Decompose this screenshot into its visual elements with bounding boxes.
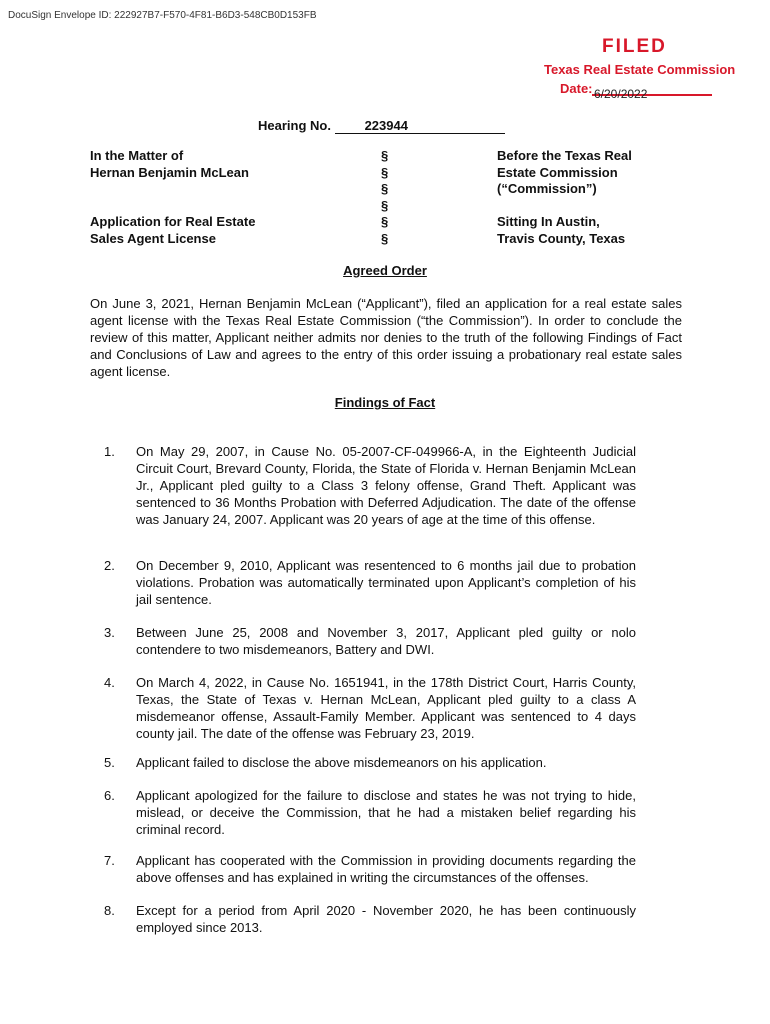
section-mark: §	[381, 214, 389, 229]
finding-text: On May 29, 2007, in Cause No. 05-2007-CF-049966-A, in the Eighteenth Judicial Circuit Court, Brevard County, Florida, the State of Florida v. Hernan Benjamin McLean Jr., Applicant pled guilty to a Class 3 felony offense, Grand Theft. Applicant was sentenced to 36 Months Probation with Deferred Adjudication. The date of the offense was January 24, 2007. Applicant was 20 years of age at the time of this offense.	[136, 444, 636, 527]
section-mark: §	[381, 164, 389, 180]
finding-item	[104, 852, 636, 886]
caption-left	[90, 148, 255, 247]
caption-right-line	[497, 198, 632, 215]
finding-text: On December 9, 2010, Applicant was resentenced to 6 months jail due to probation violations. Probation was automatically terminated upon Applicant’s completion of his jail sentence.	[136, 558, 636, 607]
hearing-label: Hearing No.	[258, 118, 335, 133]
finding-number: 1.	[104, 444, 115, 459]
caption-left-line	[90, 198, 255, 215]
caption-right-line: Sitting In Austin,	[497, 214, 600, 229]
finding-text: Applicant apologized for the failure to disclose and states he was not trying to hide, mislead, or deceive the Commission, that he had a mistaken belief regarding his criminal record.	[136, 788, 636, 837]
finding-number: 8.	[104, 903, 115, 918]
finding-item	[104, 902, 636, 936]
finding-item	[104, 674, 636, 742]
stamp-filed-label: FILED	[602, 36, 667, 57]
caption-right	[497, 148, 632, 247]
caption-left-line: In the Matter of	[90, 148, 184, 163]
caption-right-line: Before the Texas Real	[497, 148, 632, 163]
caption-left-line: Application for Real Estate	[90, 214, 256, 229]
stamp-agency: Texas Real Estate Commission	[544, 62, 736, 77]
finding-text: Except for a period from April 2020 - November 2020, he has been continuously employed since 2013.	[136, 903, 636, 935]
finding-number: 4.	[104, 675, 115, 690]
hearing-number: 223944	[335, 118, 505, 134]
stamp-date-value: 6/20/2022	[594, 87, 648, 101]
finding-number: 7.	[104, 853, 115, 868]
section-mark: §	[381, 197, 389, 213]
caption-right-line: (“Commission”)	[497, 181, 597, 196]
caption-right-line: Estate Commission	[497, 164, 618, 180]
caption-left-line	[90, 181, 255, 198]
findings-title: Findings of Fact	[334, 395, 436, 410]
caption-right-line: Travis County, Texas	[497, 230, 626, 246]
finding-text: Between June 25, 2008 and November 3, 2017, Applicant pled guilty or nolo contendere to two misdemeanors, Battery and DWI.	[136, 625, 636, 657]
intro-paragraph: On June 3, 2021, Hernan Benjamin McLean (“Applicant”), filed an application for a real estate sales agent license with the Texas Real Estate Commission (“the Commission”). In order to conclude the review of this matter, Applicant neither admits nor denies to the truth of the following Findings of Fact and Conclusions of Law and agrees to the entry of this order issuing a probationary real estate sales agent license.	[90, 296, 682, 379]
finding-item	[104, 754, 636, 771]
finding-item	[104, 557, 636, 608]
docusign-envelope-id: DocuSign Envelope ID: 222927B7-F570-4F81-B6D3-548CB0D153FB	[8, 10, 317, 21]
finding-number: 2.	[104, 558, 115, 573]
finding-item	[104, 624, 636, 658]
finding-text: Applicant has cooperated with the Commission in providing documents regarding the above offenses and has explained in writing the circumstances of the offenses.	[136, 853, 636, 885]
hearing-number-line	[258, 118, 505, 134]
section-mark: §	[381, 230, 389, 246]
finding-item	[104, 787, 636, 838]
section-mark: §	[381, 148, 389, 163]
section-mark: §	[381, 181, 389, 196]
stamp-date-label: Date:	[560, 81, 593, 96]
finding-number: 5.	[104, 755, 115, 770]
finding-text: On March 4, 2022, in Cause No. 1651941, in the 178th District Court, Harris County, Texas, the State of Texas v. Hernan McLean, Applicant pled guilty to a class A misdemeanor offense, Assault-Family Member. Applicant was sentenced to 4 days county jail. The date of the offense was February 23, 2019.	[136, 675, 636, 741]
finding-number: 6.	[104, 788, 115, 803]
finding-number: 3.	[104, 625, 115, 640]
caption-left-line: Hernan Benjamin McLean	[90, 164, 249, 180]
caption-left-line: Sales Agent License	[90, 230, 216, 246]
caption-section-marks	[381, 148, 388, 247]
finding-item	[104, 443, 636, 528]
finding-text: Applicant failed to disclose the above misdemeanors on his application.	[136, 755, 547, 770]
order-title: Agreed Order	[343, 263, 427, 278]
